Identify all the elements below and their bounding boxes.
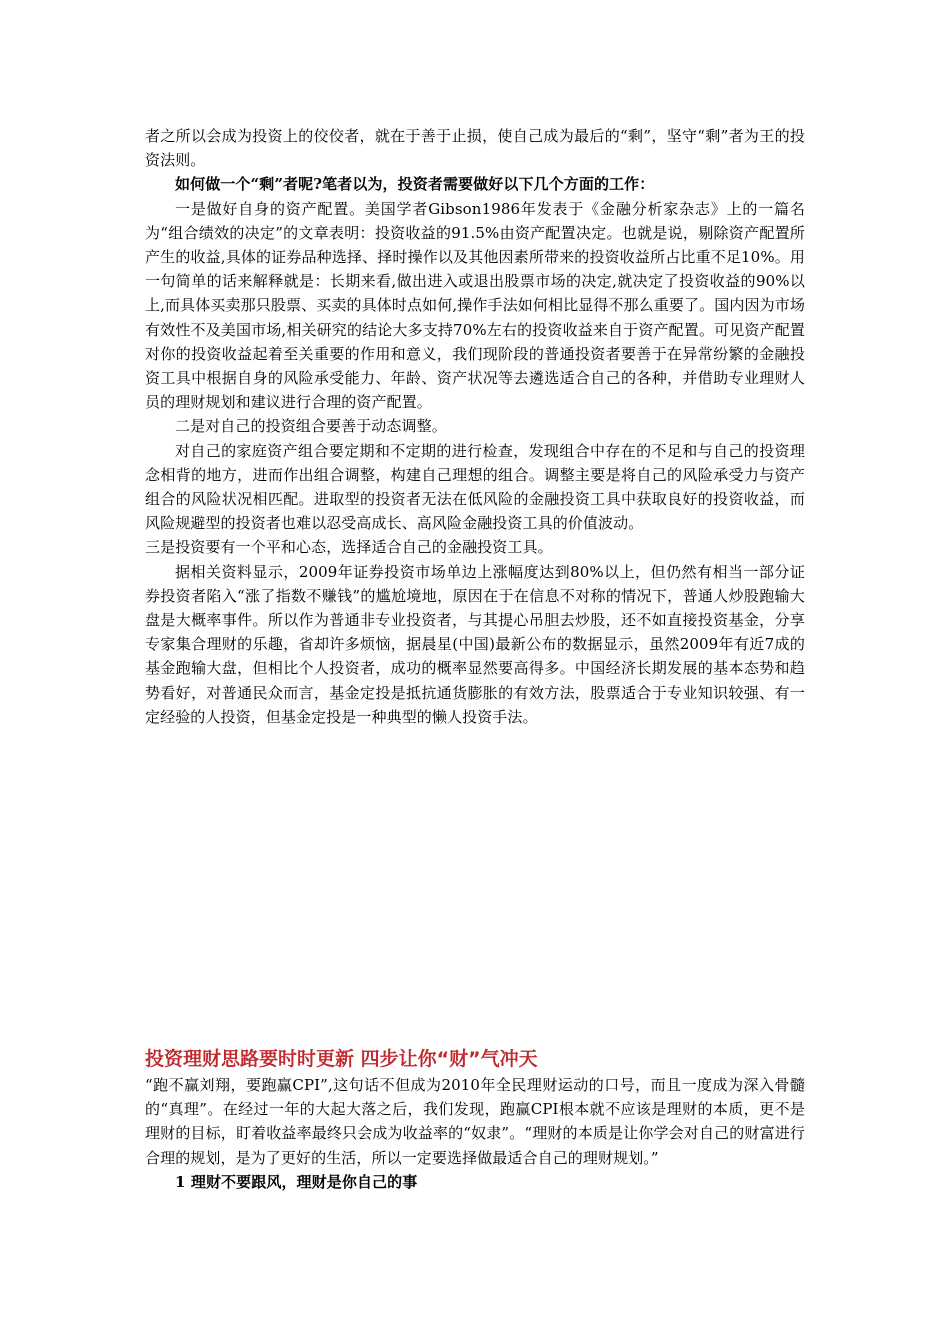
paragraph-point-three: 三是投资要有一个平和心态，选择适合自己的金融投资工具。 — [145, 538, 553, 557]
paragraph-point-two: 二是对自己的投资组合要善于动态调整。 — [175, 417, 447, 436]
paragraph-portfolio-adjustment: 对自己的家庭资产组合要定期和不定期的进行检查，发现组合中存在的不足和与自己的投资理念相背的地方，进而作出组合调整，构建自己理想的组合。调整主要是将自己的风险承受力与资产组合的风险状况相匹配。进取型的投资者无法在低风险的金融投资工具中获取良好的投资收益，而风险规避型的投资者也难以忍受高成长、高风险金融投资工具的价值波动。 — [145, 441, 805, 533]
document-body-section-2 — [145, 1046, 805, 1194]
paragraph-subheading-1: 1 理财不要跟风，理财是你自己的事 — [175, 1172, 418, 1191]
paragraph-cpi: “跑不赢刘翔，要跑赢CPI”,这句话不但成为2010年全民理财运动的口号，而且一度成为深入骨髓的“真理”。在经过一年的大起大落之后，我们发现，跑赢CPI根本就不应该是理财的本质，更不是理财的目标，盯着收益率最终只会成为收益率的“奴隶”。“理财的本质是让你学会对自己的财富进行合理的规划，是为了更好的生活，所以一定要选择做最适合自己的理财规划。” — [145, 1076, 805, 1167]
article-heading: 投资理财思路要时时更新 四步让你“财”气冲天 — [145, 1048, 538, 1070]
document-body-section-1 — [145, 124, 805, 729]
paragraph-intro-continuation: 者之所以会成为投资上的佼佼者，就在于善于止损，使自己成为最后的“剩”，坚守“剩”者为王的投资法则。 — [145, 127, 805, 170]
paragraph-question: 如何做一个“剩”者呢?笔者以为，投资者需要做好以下几个方面的工作： — [175, 175, 655, 194]
paragraph-asset-allocation: 一是做好自身的资产配置。美国学者Gibson1986年发表于《金融分析家杂志》上的一篇名为“组合绩效的决定”的文章表明：投资收益的91.5%由资产配置决定。也就是说，剔除资产配置所产生的收益,具体的证券品种选择、择时操作以及其他因素所带来的投资收益所占比重不足10%。用一句简单的话来解释就是：长期来看,做出进入或退出股票市场的决定,就决定了投资收益的90%以上,而具体买卖那只股票、买卖的具体时点如何,操作手法如何相比显得不那么重要了。国内因为市场有效性不及美国市场,相关研究的结论大多支持70%左右的投资收益来自于资产配置。可见资产配置对你的投资收益起着至关重要的作用和意义，我们现阶段的普通投资者要善于在异常纷繁的金融投资工具中根据自身的风险承受能力、年龄、资产状况等去遴选适合自己的各种，并借助专业理财人员的理财规划和建议进行合理的资产配置。 — [145, 199, 805, 412]
paragraph-fund-investment: 据相关资料显示，2009年证券投资市场单边上涨幅度达到80%以上，但仍然有相当一部分证券投资者陷入“涨了指数不赚钱”的尴尬境地，原因在于在信息不对称的情况下，普通人炒股跑输大盘是大概率事件。所以作为普通非专业投资者，与其提心吊胆去炒股，还不如直接投资基金，分享专家集合理财的乐趣，省却许多烦恼，据晨星(中国)最新公布的数据显示，虽然2009年有近7成的基金跑输大盘，但相比个人投资者，成功的概率显然要高得多。中国经济长期发展的基本态势和趋势看好，对普通民众而言，基金定投是抵抗通货膨胀的有效方法，股票适合于专业知识较强、有一定经验的人投资，但基金定投是一种典型的懒人投资手法。 — [145, 562, 805, 726]
